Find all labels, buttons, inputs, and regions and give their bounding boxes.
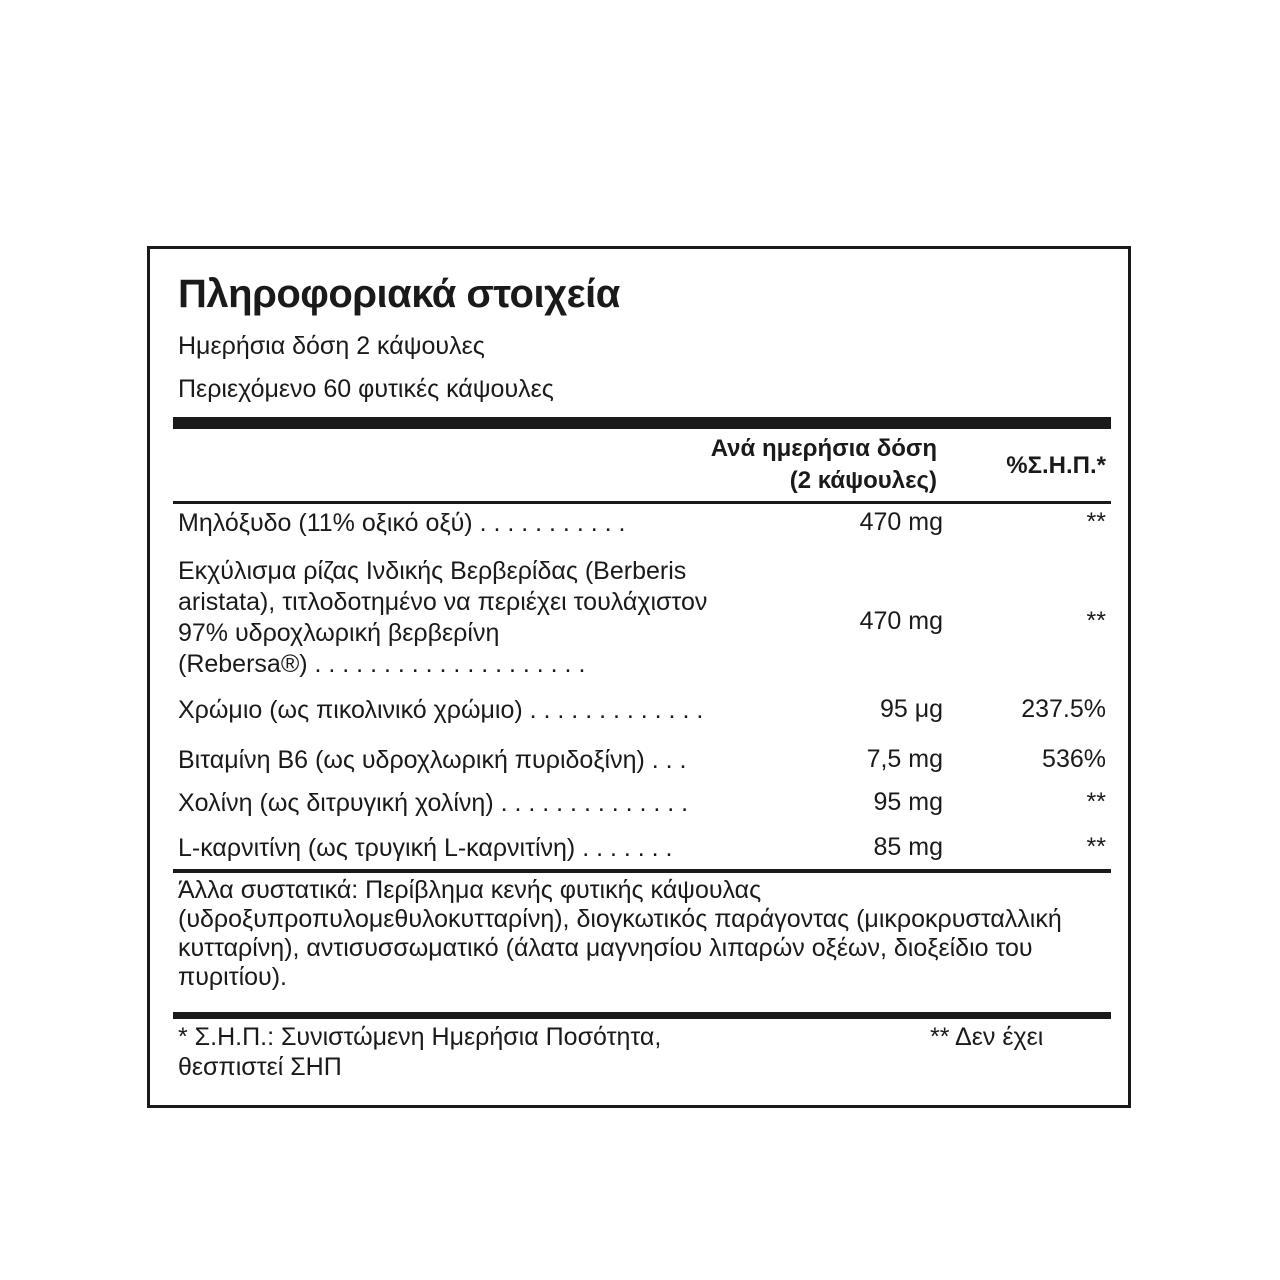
ingredient-rda: ** bbox=[1086, 788, 1106, 816]
ingredient-amount: 7,5 mg bbox=[866, 745, 943, 773]
ingredient-name-line: Εκχύλισμα ρίζας Ινδικής Βερβερίδας (Berberis bbox=[178, 557, 687, 585]
ingredient-amount: 470 mg bbox=[859, 508, 943, 536]
panel-title: Πληροφοριακά στοιχεία bbox=[178, 272, 620, 316]
footnote-rda: * Σ.Η.Π.: Συνιστώμενη Ημερήσια Ποσότητα, bbox=[178, 1023, 662, 1051]
header-per-dose bbox=[711, 433, 937, 497]
ingredient-rda: ** bbox=[1086, 833, 1106, 861]
header-rda: %Σ.Η.Π.* bbox=[1006, 452, 1106, 479]
ingredient-rda: ** bbox=[1086, 508, 1106, 536]
ingredient-name: Βιταμίνη Β6 (ως υδροχλωρική πυριδοξίνη) . . . bbox=[178, 746, 687, 774]
ingredient-name-line: (Rebersa®) . . . . . . . . . . . . . . . . . . . . bbox=[178, 650, 586, 678]
header-per-dose-line2: (2 κάψουλες) bbox=[789, 467, 937, 494]
footnote-established: θεσπιστεί ΣΗΠ bbox=[178, 1053, 342, 1081]
thick-divider-top bbox=[173, 417, 1111, 429]
ingredient-name: Χολίνη (ως διτρυγική χολίνη) . . . . . . . . . . . . . . bbox=[178, 789, 689, 817]
ingredient-rda: ** bbox=[1086, 607, 1106, 635]
ingredient-name: Χρώμιο (ως πικολινικό χρώμιο) . . . . . . . . . . . . . bbox=[178, 696, 704, 724]
ingredient-name: L-καρνιτίνη (ως τρυγική L-καρνιτίνη) . . . . . . . bbox=[178, 834, 673, 862]
ingredient-name: Μηλόξυδο (11% οξικό οξύ) . . . . . . . . . . . bbox=[178, 509, 626, 537]
ingredient-name bbox=[178, 556, 707, 680]
ingredient-amount: 470 mg bbox=[859, 607, 943, 635]
other-ingredients: Άλλα συστατικά: Περίβλημα κενής φυτικής κάψουλας (υδροξυπροπυλομεθυλοκυτταρίνη), διογκωτικός παράγοντας (μικροκρυσταλλική κυτταρίνη), αντισυσσωματικό (άλατα μαγνησίου λιπαρών οξέων, διοξείδιο του πυριτίου). bbox=[178, 876, 1062, 991]
footnote-none: ** Δεν έχει bbox=[930, 1023, 1044, 1051]
thick-divider-bottom bbox=[173, 1012, 1111, 1019]
daily-dose-text: Ημερήσια δόση 2 κάψουλες bbox=[178, 332, 485, 360]
ingredient-rda: 536% bbox=[1042, 745, 1106, 773]
ingredient-name-line: aristata), τιτλοδοτημένο να περιέχει τουλάχιστον bbox=[178, 588, 708, 616]
contents-text: Περιεχόμενο 60 φυτικές κάψουλες bbox=[178, 375, 554, 403]
header-per-dose-line1: Ανά ημερήσια δόση bbox=[710, 435, 937, 462]
table-bottom-divider bbox=[173, 869, 1111, 873]
ingredient-name-line: 97% υδροχλωρική βερβερίνη bbox=[178, 619, 500, 647]
ingredient-amount: 95 μg bbox=[879, 695, 943, 723]
ingredient-amount: 85 mg bbox=[873, 833, 943, 861]
ingredient-amount: 95 mg bbox=[873, 788, 943, 816]
ingredient-rda: 237.5% bbox=[1021, 695, 1106, 723]
header-divider bbox=[173, 501, 1111, 504]
